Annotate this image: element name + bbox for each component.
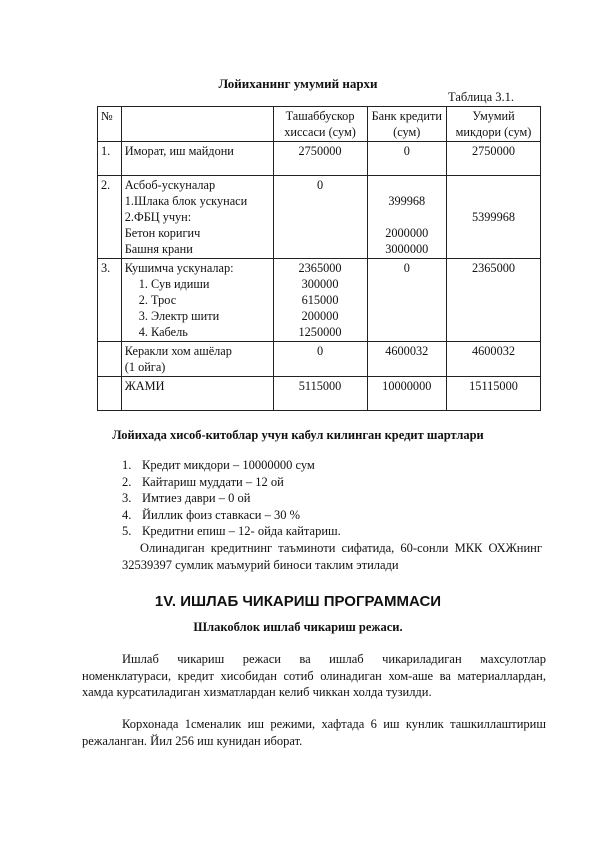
list-item-text: Йиллик фоиз ставкаси – 30 %: [142, 507, 301, 522]
list-item-number: 3.: [122, 491, 132, 505]
row-total-line: 5399968: [471, 210, 516, 224]
list-item-number: 4.: [122, 507, 132, 522]
row-initiator-value: 5115000: [273, 377, 367, 411]
credit-note: Олинадиган кредитнинг таъминоти сифатида, 60-сонли МКК ОХЖнинг 32539397 сумлик маъмурий биноси таклим этилади: [122, 541, 542, 572]
list-item-text: Кайтариш муддати – 12 ой: [142, 474, 284, 489]
row-total-value: 2365000: [447, 259, 541, 342]
table-caption: Таблица 3.1.: [448, 90, 514, 104]
header-bank-credit: Банк кредити (сум): [367, 107, 447, 142]
row-name: ЖАМИ: [121, 377, 273, 411]
page-title: Лойиханинг умумий нархи: [218, 76, 378, 91]
row-credit-value: 10000000: [367, 377, 447, 411]
row-number: 1.: [98, 142, 122, 176]
row-name-line: Башня крани: [124, 242, 193, 256]
row-initiator-value: 0: [273, 342, 367, 377]
list-item: [122, 523, 341, 540]
table-row: [98, 342, 541, 377]
row-name-item: 4. Кабель: [138, 325, 188, 339]
row-name-line: 1.Шлака блок ускунаси: [124, 194, 248, 208]
table-row: [98, 259, 541, 342]
row-name: [121, 342, 273, 377]
row-name: [121, 176, 273, 259]
row-name: Иморат, иш майдони: [121, 142, 273, 176]
row-total-value: [447, 176, 541, 259]
row-number: 2.: [98, 176, 122, 259]
row-name-line: Бетон коригич: [124, 226, 201, 240]
header-number: №: [98, 107, 122, 142]
paragraph: Корхонада 1сменалик иш режими, хафтада 6 иш кунлик ташкиллаштириш режаланган. Йил 256 иш кунидан иборат.: [82, 717, 546, 748]
row-name-line: (1 ойга): [124, 360, 166, 374]
row-name-item: 2. Трос: [138, 293, 177, 307]
row-number: 3.: [98, 259, 122, 342]
row-name-line: 2.ФБЦ учун:: [124, 210, 192, 224]
header-total: Умумий микдори (сум): [447, 107, 541, 142]
row-initiator-line: 615000: [301, 293, 339, 307]
cost-table: [97, 106, 541, 411]
row-total-value: 4600032: [447, 342, 541, 377]
row-credit-value: 4600032: [367, 342, 447, 377]
list-item-number: 1.: [122, 458, 132, 472]
section-heading: 1V. ИШЛАБ ЧИКАРИШ ПРОГРАММАСИ: [154, 593, 442, 610]
list-item-text: Кредит микдори – 10000000 сум: [142, 458, 315, 472]
row-initiator-line: 1250000: [298, 325, 342, 339]
row-credit-value: 0: [367, 142, 447, 176]
row-number: [98, 342, 122, 377]
row-credit-line: 399968: [388, 194, 426, 208]
row-initiator-value: [273, 259, 367, 342]
list-item: [122, 490, 341, 507]
list-item: [122, 474, 341, 491]
credit-terms-heading: Лойихада хисоб-китоблар учун кабул килинган кредит шартлари: [112, 428, 484, 442]
paragraph: Ишлаб чикариш режаси ва ишлаб чикариладиган махсулотлар номенклатураси, кредит хисобидан сотиб олинадиган хом-аше ва материаллардан, хамда курсатиладиган хизматлардан келиб чиккан холда тузилди.: [82, 652, 546, 699]
list-item: [122, 457, 341, 474]
row-initiator-line: 2365000: [298, 261, 342, 275]
list-item-number: 2.: [122, 474, 132, 489]
row-number: [98, 377, 122, 411]
row-name-line: Асбоб-ускуналар: [124, 178, 216, 192]
table-row: [98, 176, 541, 259]
list-item-text: Имтиез даври – 0 ой: [142, 491, 251, 505]
section-subheading: Шлакоблок ишлаб чикариш режаси.: [193, 620, 403, 634]
table-total-row: [98, 377, 541, 411]
row-name-item: 1. Сув идиши: [138, 277, 210, 291]
row-credit-line: 3000000: [385, 242, 429, 256]
header-initiator-share: Ташаббускор хиссаси (сум): [273, 107, 367, 142]
row-credit-line: 2000000: [385, 226, 429, 240]
row-name-item: 3. Электр шити: [138, 309, 220, 323]
credit-terms-list: [122, 457, 341, 540]
row-initiator-value: 2750000: [273, 142, 367, 176]
row-initiator-line: 200000: [301, 309, 339, 323]
row-initiator-value: 0: [273, 176, 367, 259]
row-credit-value: [367, 176, 447, 259]
list-item-text: Кредитни епиш – 12- ойда кайтариш.: [142, 524, 341, 538]
list-item-number: 5.: [122, 524, 132, 538]
list-item: [122, 507, 341, 524]
row-total-value: 2750000: [447, 142, 541, 176]
table-header-row: [98, 107, 541, 142]
row-initiator-line: 300000: [301, 277, 339, 291]
header-name: [121, 107, 273, 142]
row-name-line: Кушимча ускуналар:: [124, 261, 234, 275]
row-credit-value: 0: [367, 259, 447, 342]
row-name: [121, 259, 273, 342]
row-name-line: Керакли хом ашёлар: [124, 344, 232, 358]
row-total-value: 15115000: [447, 377, 541, 411]
table-row: [98, 142, 541, 176]
